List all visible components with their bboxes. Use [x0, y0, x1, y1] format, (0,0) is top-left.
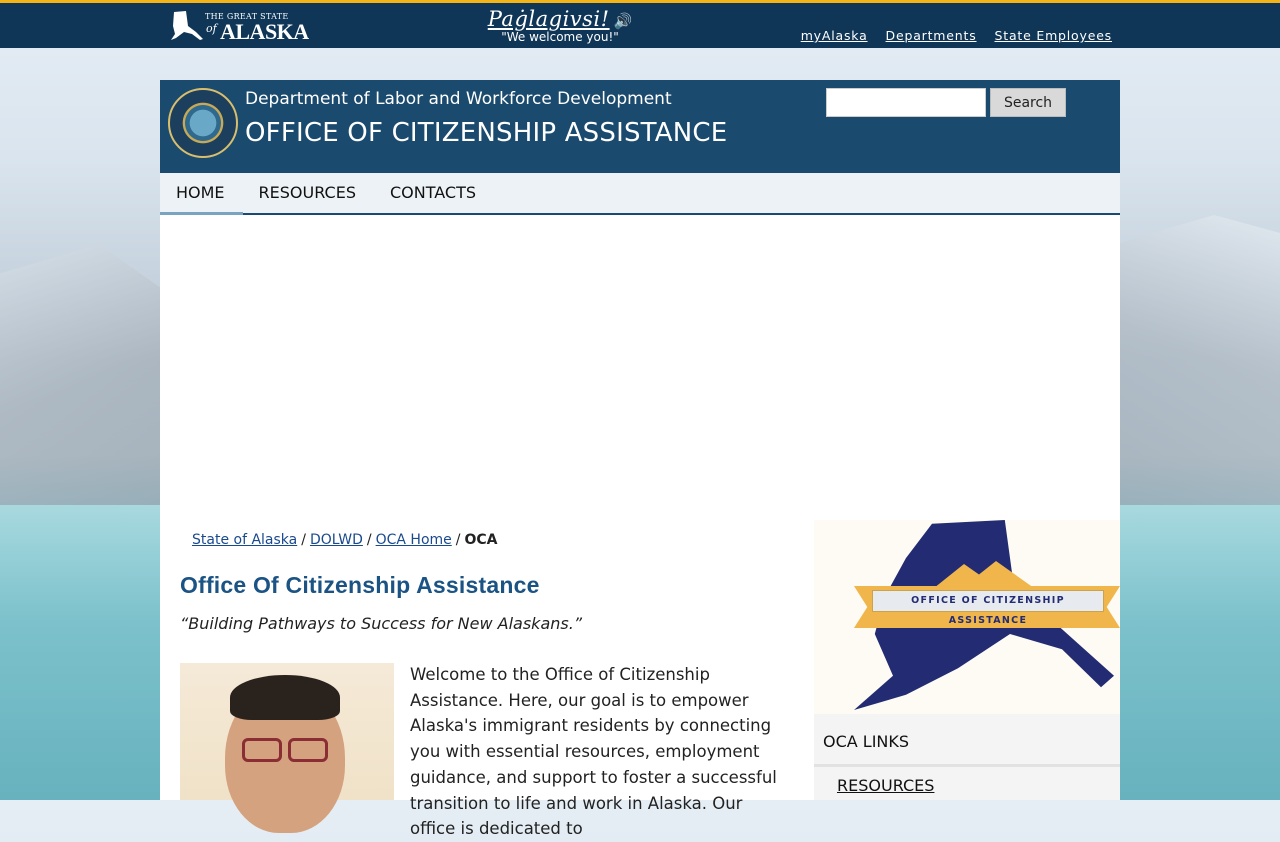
- welcome-word-link[interactable]: Paġlagivsi!: [487, 7, 610, 31]
- alaska-logo[interactable]: [170, 8, 315, 44]
- state-seal-icon: [168, 88, 238, 158]
- department-name[interactable]: Department of Labor and Workforce Development: [245, 89, 672, 109]
- speaker-icon[interactable]: 🔊: [613, 12, 633, 30]
- staff-photo: [180, 663, 394, 800]
- welcome-subtitle: "We welcome you!": [501, 30, 619, 44]
- departments-link[interactable]: Departments: [885, 28, 977, 43]
- search-button[interactable]: Search: [990, 88, 1066, 117]
- photo-hair: [230, 675, 340, 720]
- alaska-map-icon: [170, 8, 204, 42]
- breadcrumb-oca-home[interactable]: OCA Home: [375, 532, 452, 548]
- nav-home[interactable]: HOME: [160, 173, 243, 213]
- oca-link-resources[interactable]: RESOURCES: [837, 776, 935, 795]
- breadcrumb-dolwd[interactable]: DOLWD: [309, 532, 363, 548]
- breadcrumb-separator: /: [366, 532, 372, 548]
- logo-alaska-text: ALASKA: [220, 19, 309, 44]
- oca-banner: [814, 520, 1120, 714]
- top-bar: [0, 0, 1280, 48]
- photo-glasses: [288, 738, 328, 762]
- logo-small-text: THE GREAT STATE: [205, 12, 289, 21]
- main-nav: [160, 173, 1120, 215]
- intro-paragraph: Welcome to the Office of Citizenship Assistance. Here, our goal is to empower Alaska's immigrant residents by connecting you with essential resources, employment guidance, and support to foster a successful transition to life and work in Alaska. Our office is dedicated to: [410, 665, 777, 839]
- photo-glasses: [242, 738, 282, 762]
- nav-resources[interactable]: RESOURCES: [258, 183, 356, 202]
- myalaska-link[interactable]: myAlaska: [800, 28, 868, 43]
- logo-of-text: of: [206, 22, 217, 35]
- top-links: [801, 28, 1112, 43]
- welcome-greeting: [470, 7, 650, 44]
- oca-links-title: OCA LINKS: [823, 732, 910, 751]
- nav-contacts[interactable]: CONTACTS: [390, 183, 477, 202]
- breadcrumb-separator: /: [301, 532, 306, 548]
- breadcrumb: [192, 532, 498, 548]
- breadcrumb-state-of-alaska[interactable]: State of Alaska: [192, 532, 298, 548]
- search-input[interactable]: [826, 88, 986, 117]
- state-employees-link[interactable]: State Employees: [994, 28, 1112, 43]
- tagline: “Building Pathways to Success for New Alaskans.”: [180, 614, 583, 633]
- oca-links-divider: [814, 764, 1120, 767]
- page-title: Office Of Citizenship Assistance: [180, 572, 540, 598]
- breadcrumb-separator: /: [455, 532, 461, 548]
- office-name[interactable]: OFFICE OF CITIZENSHIP ASSISTANCE: [245, 118, 728, 148]
- breadcrumb-current: OCA: [464, 532, 498, 548]
- hero-area: [160, 215, 1120, 520]
- banner-ribbon-text: OFFICE OF CITIZENSHIP ASSISTANCE: [872, 590, 1104, 612]
